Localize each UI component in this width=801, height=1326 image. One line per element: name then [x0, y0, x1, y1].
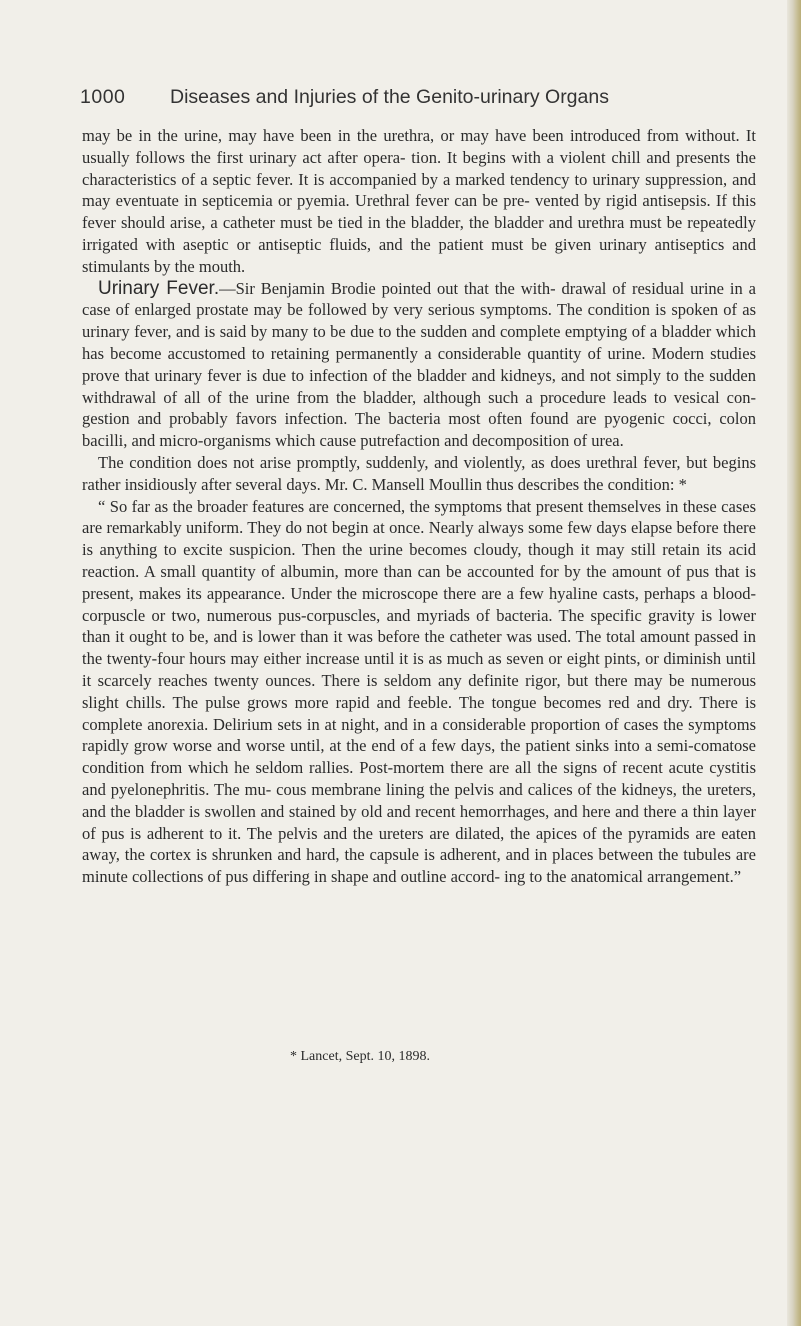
- paragraph-2-body: —Sir Benjamin Brodie pointed out that the with- drawal of residual urine in a case of enlarged prostate may be followed by very serious symptoms. The condition is spoken of as urinary fever, and is said by many to be due to the sudden and complete emptying of a bladder which has become accustomed to retaining permanently a considerable quantity of urine. Modern studies prove that urinary fever is due to infection of the bladder and kidneys, and not simply to the sudden withdrawal of all of the urine from the bladder, although such a procedure leads to vesical con- gestion and probably favors infection. The bacteria most often found are pyogenic cocci, colon bacilli, and micro-organisms which cause putrefaction and decomposition of urea.: [82, 278, 756, 451]
- section-heading-urinary-fever: Urinary Fever.: [98, 277, 220, 299]
- running-header: [80, 84, 740, 110]
- paragraph-1: may be in the urine, may have been in the urethra, or may have been introduced from without. It usually follows the first urinary act after opera- tion. It begins with a violent chill and presents the characteristics of a septic fever. It is accompanied by a marked tendency to urinary suppression, and may eventuate in septicemia or pyemia. Urethral fever can be pre- vented by rigid antisepsis. If this fever should arise, a catheter must be tied in the bladder, the bladder and urethra must be repeatedly irrigated with aseptic or antiseptic fluids, and the patient must be given urinary antiseptics and stimulants by the mouth.: [82, 126, 756, 276]
- footnote: * Lancet, Sept. 10, 1898.: [290, 1049, 430, 1064]
- body-text: [82, 125, 756, 888]
- paragraph-2: [82, 278, 756, 452]
- page-edge: [787, 0, 801, 1326]
- paragraph-4-quotation: “ So far as the broader features are concerned, the symptoms that present themselves in these cases are remarkably uniform. They do not begin at once. Nearly always some few days elapse before there is anything to excite suspicion. Then the urine becomes cloudy, though it may still retain its acid reaction. A small quantity of albumin, more than can be accounted for by the amount of pus that is present, makes its appearance. Under the microscope there are a few hyaline casts, perhaps a blood-corpuscle or two, numerous pus-corpuscles, and myriads of bacteria. The specific gravity is lower than it ought to be, and is lower than it was before the catheter was used. The total amount passed in the twenty-four hours may either increase until it is as much as seven or eight pints, or diminish until it scarcely reaches twenty ounces. There is seldom any definite rigor, but there may be numerous slight chills. The pulse grows more rapid and feeble. The tongue becomes red and dry. There is complete anorexia. Delirium sets in at night, and in a considerable proportion of cases the symptoms rapidly grow worse and worse until, at the end of a few days, the patient sinks into a semi-comatose condition from which he seldom rallies. Post-mortem there are all the signs of recent acute cystitis and pyelonephritis. The mu- cous membrane lining the pelvis and calices of the kidneys, the ureters, and the bladder is swollen and stained by old and recent hemorrhages, and here and there a thin layer of pus is adherent to it. The pelvis and the ureters are dilated, the apices of the pyramids are eaten away, the cortex is shrunken and hard, the capsule is adherent, and in places between the tubules are minute collections of pus differing in shape and outline accord- ing to the anatomical arrangement.”: [82, 496, 756, 887]
- page-number: 1000: [80, 86, 126, 108]
- running-title: Diseases and Injuries of the Genito-urinary Organs: [170, 86, 609, 108]
- paragraph-3: The condition does not arise promptly, suddenly, and violently, as does urethral fever, but begins rather insidiously after several days. Mr. C. Mansell Moullin thus describes the condition: *: [82, 452, 756, 494]
